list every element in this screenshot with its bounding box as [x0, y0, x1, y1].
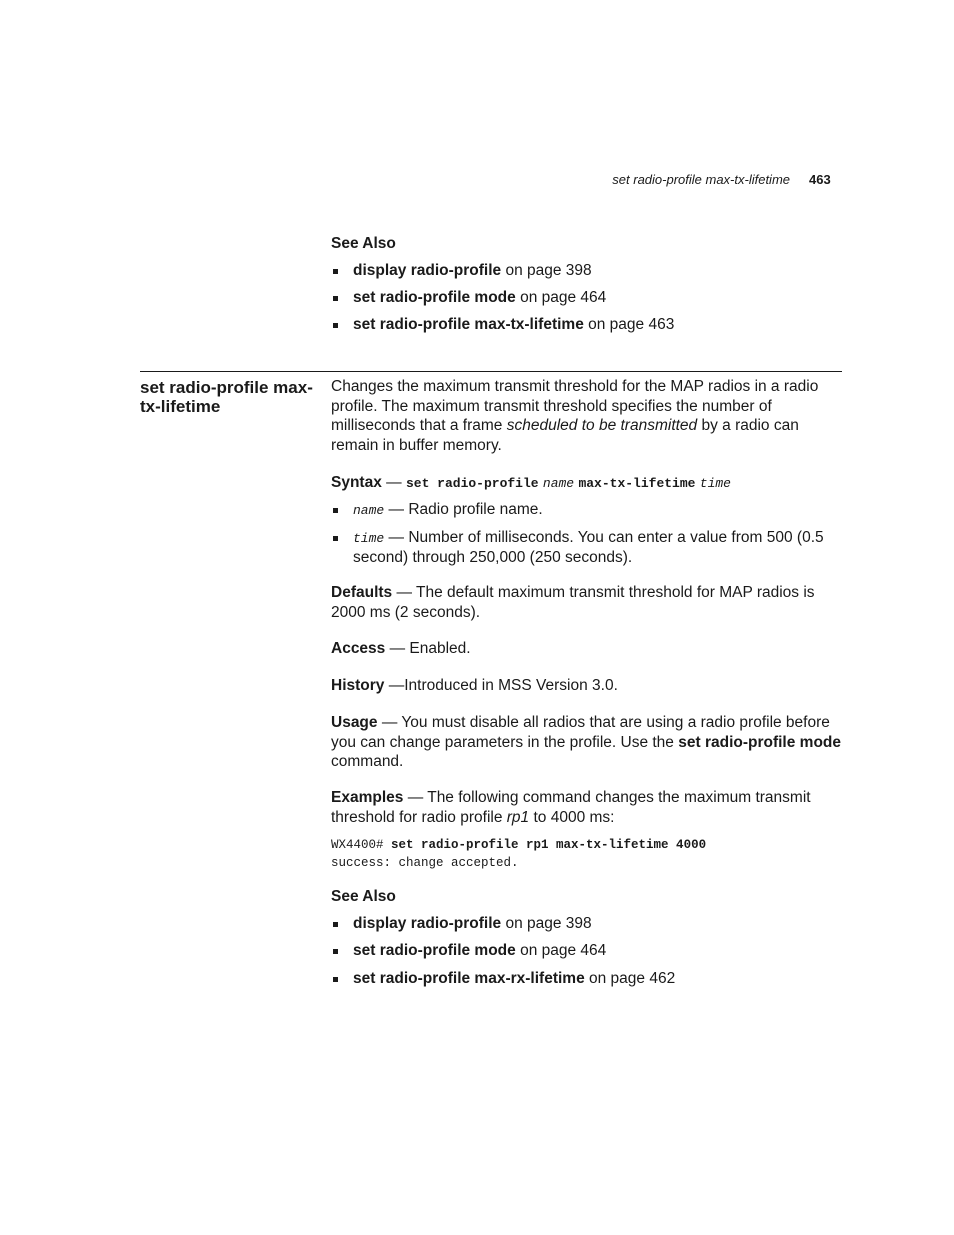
see-also-link[interactable]: set radio-profile mode [353, 942, 516, 959]
access-para [331, 639, 841, 659]
see-also-item[interactable] [331, 941, 841, 961]
intro-text-end: by a radio can remain in buffer memory. [331, 417, 799, 454]
examples-text-end: to 4000 ms: [529, 808, 615, 826]
intro-italic: scheduled to be transmitted [506, 417, 698, 434]
syntax-command: max-tx-lifetime [578, 476, 696, 491]
page-ref: on page 462 [584, 969, 676, 987]
syntax-arg: time [699, 476, 731, 491]
defaults-label: Defaults [331, 584, 393, 601]
param-name: time [353, 530, 385, 546]
param-list [331, 500, 841, 568]
history-label: History [331, 677, 385, 694]
access-label: Access [331, 640, 386, 657]
see-also-item[interactable] [331, 261, 841, 281]
usage-para [331, 713, 841, 772]
syntax-line [331, 473, 841, 494]
see-also-heading: See Also [331, 235, 396, 252]
syntax-command: set radio-profile [405, 476, 539, 491]
param-desc: — Number of milliseconds. You can enter a value from 500 (0.5 second) through 250,000 (250 seconds). [353, 528, 824, 566]
usage-label: Usage [331, 714, 378, 731]
page-ref: on page 398 [501, 914, 592, 932]
intro-text: Changes the maximum transmit threshold for the MAP radios in a radio profile. The maximum transmit threshold specifies the number of milliseconds that a frame [331, 378, 819, 434]
see-also-top [331, 234, 841, 334]
history-text: —Introduced in MSS Version 3.0. [384, 677, 618, 694]
code-example [331, 836, 841, 872]
see-also-link[interactable]: set radio-profile max-rx-lifetime [353, 969, 585, 987]
defaults-para [331, 583, 841, 622]
code-line [331, 836, 841, 854]
usage-command-ref[interactable]: set radio-profile mode [678, 733, 842, 751]
param-item [331, 528, 841, 568]
param-name: name [353, 503, 385, 518]
syntax-arg: name [542, 476, 575, 491]
see-also-link[interactable]: set radio-profile mode [353, 288, 516, 306]
section-intro [331, 377, 841, 455]
access-text: — Enabled. [385, 640, 471, 657]
usage-text: — You must disable all radios that are using a radio profile before you can change parameters in the profile. Use the [331, 714, 830, 751]
syntax-dash: — [381, 474, 406, 491]
page-ref: on page 464 [515, 942, 607, 959]
param-desc: — Radio profile name. [384, 501, 543, 518]
page-number: 463 [809, 172, 831, 187]
code-command: set radio-profile rp1 max-tx-lifetime 4000 [391, 838, 707, 852]
code-prompt: WX4400# [331, 838, 392, 852]
see-also-item[interactable] [331, 315, 841, 335]
see-also-list [331, 914, 841, 989]
see-also-list [331, 261, 841, 335]
syntax-label: Syntax [331, 474, 382, 491]
see-also-item[interactable] [331, 288, 841, 308]
page-ref: on page 398 [501, 261, 592, 279]
examples-italic: rp1 [506, 808, 530, 826]
section-title: set radio-profile max-tx-lifetime [140, 378, 313, 416]
page-ref: on page 463 [583, 315, 675, 333]
see-also-heading: See Also [331, 888, 396, 905]
see-also-link[interactable]: set radio-profile max-tx-lifetime [353, 315, 584, 333]
usage-text-end: command. [331, 753, 404, 770]
running-header-title: set radio-profile max-tx-lifetime [612, 172, 790, 187]
examples-text: — The following command changes the maximum transmit threshold for radio profile [331, 789, 811, 826]
see-also-item[interactable] [331, 914, 841, 934]
examples-para [331, 788, 841, 827]
see-also-link[interactable]: display radio-profile [353, 261, 502, 279]
code-output: success: change accepted. [331, 856, 519, 870]
see-also-link[interactable]: display radio-profile [353, 914, 502, 932]
see-also-item[interactable] [331, 969, 841, 989]
section-divider [140, 371, 842, 372]
defaults-text: — The default maximum transmit threshold for MAP radios is 2000 ms (2 seconds). [331, 584, 815, 621]
history-para [331, 676, 841, 696]
param-item [331, 500, 841, 521]
page-ref: on page 464 [515, 288, 607, 306]
examples-label: Examples [331, 789, 404, 806]
see-also-bottom [331, 887, 841, 988]
